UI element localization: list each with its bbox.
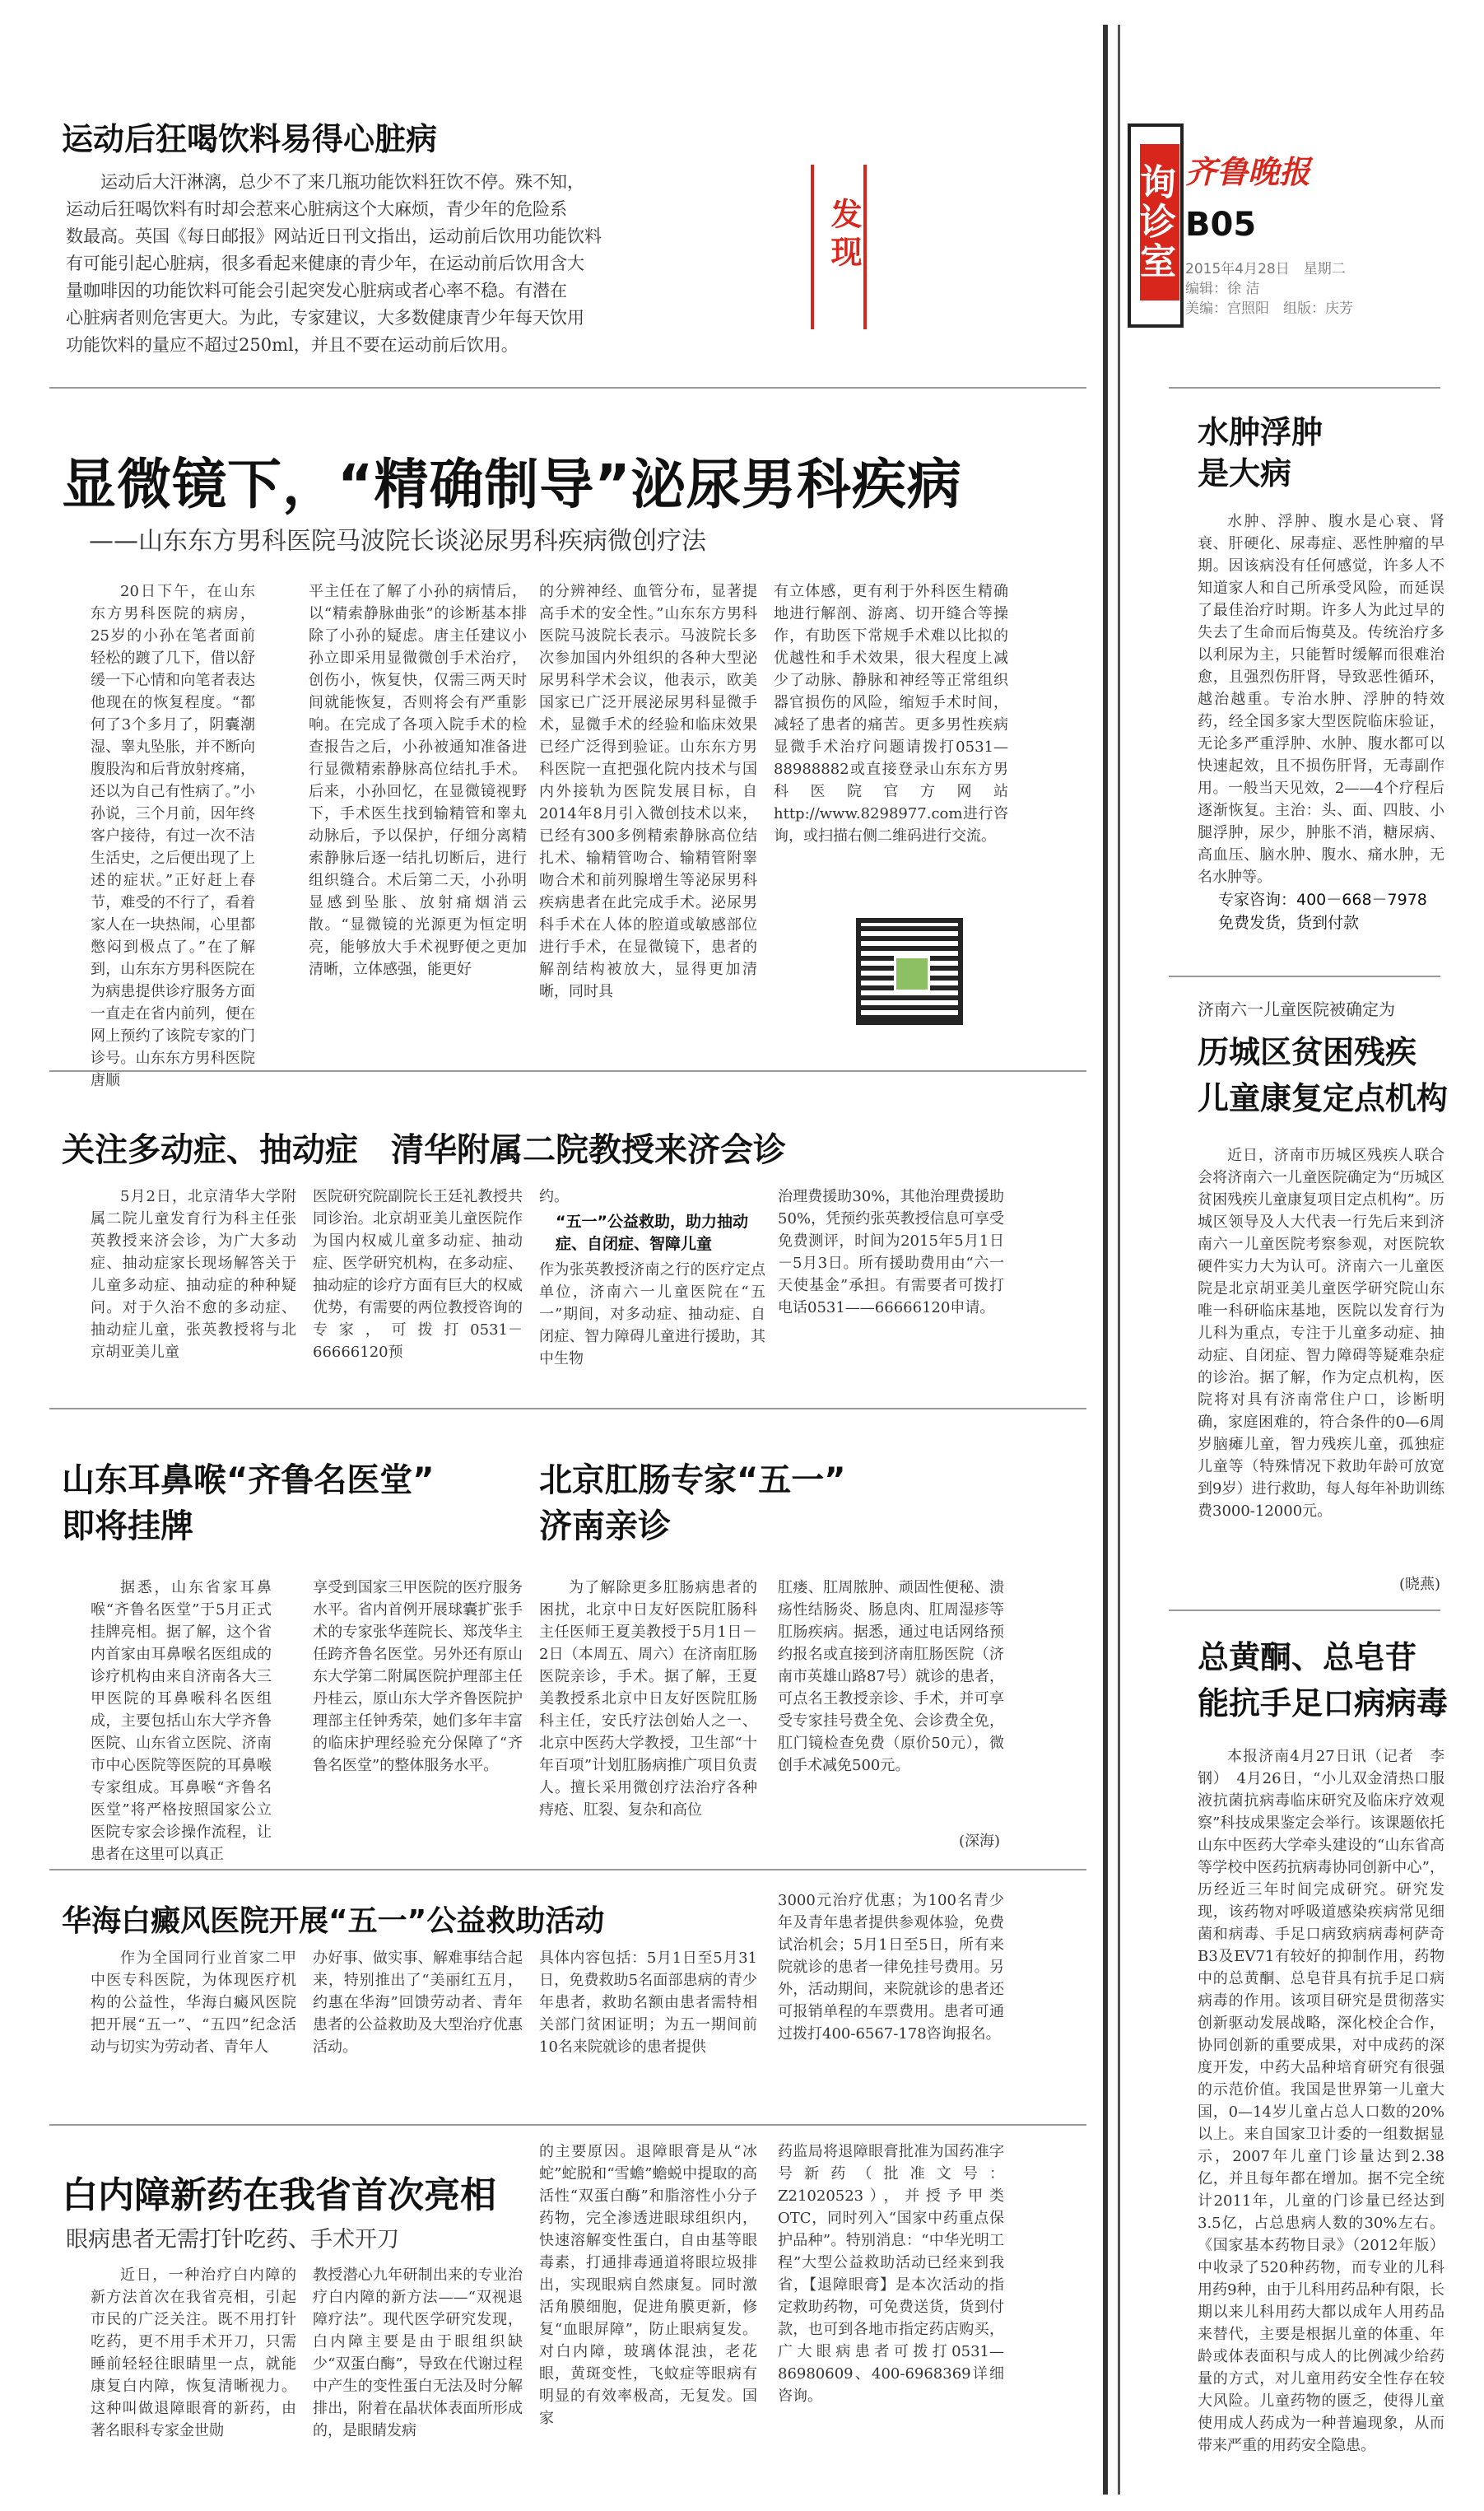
adhd-highlight: “五一”公益救助，助力抽动症、自闭症、智障儿童 bbox=[556, 1213, 748, 1253]
top-line: 量咖啡因的功能饮料可能会引起突发心脏病或者心率不稳。有潜在 bbox=[66, 281, 567, 300]
section-title: 询诊室 bbox=[1140, 144, 1179, 300]
cataract-headline: 白内障新药在我省首次亮相 bbox=[62, 2174, 496, 2216]
main-col-2: 平主任在了解了小孙的病情后，以“精索静脉曲张”的诊断基本排除了小孙的疑虑。唐主任建议小孙立即采用显微微创手术治疗，创伤小，恢复快，仅需三两天时间就能恢复，否则将会有严重影响。在完成了各项入院手术的检查报告之后，小孙被通知准备进行显微精索静脉高位结扎手术。后来，小孙回忆，在显微镜视野下，手术医生找到输精管和睾丸动脉后，予以保护，仔细分离精索静脉后逐一结扎切断后，进行组织缝合。术后第二天，小孙明显感到坠胀、放射痛烟消云散。“显微镜的光源更为恒定明亮，能够放大手术视野便之更加清晰，立体感强，能更好 bbox=[309, 583, 527, 978]
main-col-4: 有立体感，更有利于外科医生精确地进行解剖、游离、切开缝合等操作，有助医下常规手术难以比拟的优越性和手术效果，很大程度上减少了动脉、静脉和神经等正常组织器官损伤的风险，缩短手术时间，减轻了患者的痛苦。更多男性疾病显微手术治疗问题请拨打0531—88988882或直接登录山东东方男科医院官方网站http://www.8298977.com进行咨询，或扫描右侧二维码进行交流。 bbox=[774, 583, 1008, 845]
cataract-subheadline: 眼病患者无需打针吃药、手术开刀 bbox=[66, 2227, 399, 2252]
rehab-body: 近日，济南市历城区残疾人联合会将济南六一儿童医院确定为“历城区贫困残疾儿童康复项目定点机构”。历城区领导及人大代表一行先后来到济南六一儿童医院考察参观，对医院软硬件实力大为认可。济南六一儿童医院是北京胡亚美儿童医学研究院山东唯一科研临床基地，医院以发育行为儿科为重点，专注于儿童多动症、抽动症、自闭症、智力障碍等疑难杂症的诊治。据了解，作为定点机构，医院将对具有济南常住户口，诊断明确，家庭困难的，符合条件的0—6周岁脑瘫儿童，智力残疾儿童，孤独症儿童等（特殊情况下救助年龄可放宽到9岁）进行救助，每人每年补助训练费3000-12000元。 bbox=[1198, 1147, 1444, 1520]
top-line: 运动后大汗淋漓，总少不了来几瓶功能饮料狂饮不停。殊不知， bbox=[100, 172, 584, 192]
adhd-col-1: 5月2日，北京清华大学附属二院儿童发育行为科主任张英教授来济会诊，为广大多动症、抽动症家长现场解答关于儿童多动症、抽动症的种种疑问。对于久治不愈的多动症、抽动症儿童，张英教授将与北京胡亚美儿童 bbox=[91, 1188, 296, 1361]
ent-col-2: 享受到国家三甲医院的医疗服务水平。省内首例开展球囊扩张手术的专家张华莲院长、郑茂华主任跨齐鲁名医堂。另外还有原山东大学第二附属医院护理部主任丹桂云，原山东大学齐鲁医院护理部主任钟秀荣，她们多年丰富的临床护理经验充分保障了“齐鲁名医堂”的整体服务水平。 bbox=[313, 1579, 523, 1774]
divider bbox=[1169, 387, 1440, 389]
anorectal-headline-line2: 济南亲诊 bbox=[539, 1507, 671, 1545]
design-credit: 美编：宫照阳 组版：庆芳 bbox=[1185, 300, 1353, 317]
divider bbox=[49, 1408, 1086, 1409]
adhd-col-3-body: 作为张英教授济南之行的医疗定点单位，济南六一儿童医院在“五一”期间，对多动症、抽动症、自闭症、智力障碍儿童进行援助，其中生物 bbox=[539, 1261, 765, 1367]
edema-headline-line1: 水肿浮肿 bbox=[1198, 414, 1324, 450]
adhd-col-4: 治理费援助30%，其他治理费援助50%，凭预约张英教授信息可享受免费测评，时间为2015年5月1日－5月3日。所有援助费用由“六一天使基金”承担。有需要者可拨打电话0531——66666120申请。 bbox=[778, 1188, 1004, 1316]
main-col-1: 20日下午，在山东东方男科医院的病房，25岁的小孙在笔者面前轻松的踱了几下，借以舒缓一下心情和向笔者表达他现在的恢复程度。“都何了3个多月了，阴囊潮湿、睾丸坠胀，并不断向腹股沟和后背放射疼痛，还以为自己有性病了。”小孙说，三个月前，因年终客户接待，有过一次不洁生活史，之后便出现了上述的症状。”正好赶上春节，难受的不行了，看着家人在一块热闹，心里都憋闷到极点了。”在了解到，山东东方男科医院在为病患提供诊疗服务方面一直走在省内前列，便在网上预约了该院专家的门诊号。山东东方男科医院唐顺 bbox=[91, 583, 255, 1089]
divider bbox=[49, 1070, 1086, 1072]
top-line: 数最高。英国《每日邮报》网站近日刊文指出，运动前后饮用功能饮料 bbox=[66, 226, 602, 246]
top-article-body bbox=[66, 169, 790, 359]
rehab-kicker: 济南六一儿童医院被确定为 bbox=[1198, 999, 1395, 1019]
edema-headline bbox=[1198, 412, 1323, 494]
adhd-col-2: 医院研究院副院长王廷礼教授共同诊治。北京胡亚美儿童医院作为国内权威儿童多动症、抽动症、医学研究机构，在多动症、抽动症的诊疗方面有巨大的权威优势，有需要的两位教授咨询的专家，可拨打0531－66666120预 bbox=[313, 1188, 523, 1361]
ent-col-1: 据悉，山东省家耳鼻喉“齐鲁名医堂”于5月正式挂牌亮相。据了解，这个省内首家由耳鼻喉名医组成的诊疗机构由来自济南各大三甲医院的耳鼻喉科名医组成，主要包括山东大学齐鲁医院、山东省立医院、济南市中心医院等医院的耳鼻喉专家组成。耳鼻喉“齐鲁名医堂”将严格按照国家公立医院专家会诊操作流程，让患者在这里可以真正 bbox=[91, 1579, 272, 1863]
anorectal-col-1: 为了解除更多肛肠病患者的困扰，北京中日友好医院肛肠科主任医师王夏美教授于5月1日－2日（本周五、周六）在济南肛肠医院亲诊，手术。据了解，王夏美教授系北京中日友好医院肛肠科主任，安氏疗法创始人之一、北京中医药大学教授，卫生部“十年百项”计划肛肠病推广项目负责人。擅长采用微创疗法治疗各种痔疮、肛裂、复杂和高位 bbox=[539, 1579, 757, 1819]
flavonoid-headline-line1: 总黄酮、总皂苷 bbox=[1198, 1639, 1417, 1675]
qr-code[interactable] bbox=[856, 918, 963, 1025]
rehab-headline-line2: 儿童康复定点机构 bbox=[1198, 1080, 1449, 1116]
divider bbox=[49, 2124, 1086, 2126]
cataract-col-2: 教授潜心九年研制出来的专业治疗白内障的新方法——“双视退障疗法”。现代医学研究发现，白内障主要是由于眼组织缺少“双蛋白酶”，导致在代谢过程中产生的变性蛋白无法及时分解排出，附着在晶状体表面所形成的，是眼睛发病 bbox=[313, 2266, 523, 2439]
vitiligo-col-2: 办好事、做实事、解难事结合起来，特别推出了“美丽红五月，约惠在华海”回馈劳动者、青年患者的公益救助及大型治疗优惠活动。 bbox=[313, 1950, 523, 2056]
adhd-headline: 关注多动症、抽动症 清华附属二院教授来济会诊 bbox=[62, 1131, 786, 1169]
rehab-headline-line1: 历城区贫困残疾 bbox=[1198, 1034, 1417, 1070]
ent-headline-line1: 山东耳鼻喉“齐鲁名医堂” bbox=[62, 1461, 435, 1499]
decorative-fret-strip bbox=[1103, 25, 1128, 2495]
anorectal-headline bbox=[539, 1457, 846, 1549]
vitiligo-headline: 华海白癜风医院开展“五一”公益救助活动 bbox=[62, 1904, 605, 1938]
cataract-col-3: 的主要原因。退障眼膏是从“冰蛇”蛇脱和“雪蟾”蟾蜕中提取的高活性“双蛋白酶”和脂溶性小分子药物，完全渗透进眼球组织内，快速溶解变性蛋白，自由基等眼毒素，打通排毒通道将眼垃圾排出，实现眼病自然康复。同时激活角膜细胞，促进角膜更新，修复“血眼屏障”，防止眼病复发。对白内障，玻璃体混浊，老花眼，黄斑变性，飞蚊症等眼病有明显的有效率极高，无复发。国家 bbox=[539, 2143, 757, 2427]
divider bbox=[49, 387, 1086, 389]
flavonoid-headline-line2: 能抗手足口病病毒 bbox=[1198, 1685, 1449, 1721]
vitiligo-col-4: 3000元治疗优惠；为100名青少年及青年患者提供参观体验，免费试治机会；5月1日至5日，所有来院就诊的患者一律免挂号费用。另外，活动期间，来院就诊的患者还可报销单程的车票费用。患者可通过拨打400-6567-178咨询报名。 bbox=[778, 1892, 1004, 2043]
adhd-col-3 bbox=[539, 1186, 765, 1383]
top-line: 功能饮料的量应不超过250ml，并且不要在运动前后饮用。 bbox=[66, 335, 519, 355]
rehab-byline: (晓燕) bbox=[1399, 1576, 1441, 1593]
adhd-col-3-intro: 约。 bbox=[539, 1188, 569, 1205]
divider bbox=[1169, 976, 1440, 977]
paper-logo: 齐鲁晚报 bbox=[1185, 153, 1311, 190]
anorectal-byline: (深海) bbox=[959, 1833, 1001, 1850]
anorectal-col-2: 肛瘘、肛周脓肿、顽固性便秘、溃疡性结肠炎、肠息肉、肛周湿疹等肛肠疾病。据悉，通过电话网络预约报名或直接到济南肛肠医院（济南市英雄山路87号）就诊的患者，可点名王教授亲诊、手术，并可享受专家挂号费全免、会诊费全免，肛门镜检查免费（原价50元），微创手术减免500元。 bbox=[778, 1579, 1004, 1774]
issue-date: 2015年4月28日 星期二 bbox=[1185, 261, 1346, 277]
ent-headline-line2: 即将挂牌 bbox=[62, 1507, 193, 1545]
top-line: 有可能引起心脏病，很多看起来健康的青少年，在运动前后饮用含大 bbox=[66, 254, 584, 273]
edema-delivery: 免费发货，货到付款 bbox=[1218, 914, 1360, 932]
top-article-headline: 运动后狂喝饮料易得心脏病 bbox=[62, 121, 438, 157]
editor-credit: 编辑：徐 洁 bbox=[1185, 281, 1260, 297]
edema-hotline[interactable]: 专家咨询：400－668－7978 bbox=[1218, 891, 1427, 909]
top-line: 心脏病者则危害更大。为此，专家建议，大多数健康青少年每天饮用 bbox=[66, 308, 584, 328]
anorectal-headline-line1: 北京肛肠专家“五一” bbox=[539, 1461, 846, 1499]
divider bbox=[49, 1869, 1086, 1870]
main-col-3: 的分辨神经、血管分布，显著提高手术的安全性。”山东东方男科医院马波院长表示。马波院长多次参加国内外组织的各种大型泌尿男科学术会议，他表示，欧美国家已广泛开展泌尿男科显微手术，显微手术的经验和临床效果已经广泛得到验证。山东东方男科医院一直把强化院内技术与国内外接轨为医院发展目标，自2014年8月引入微创技术以来，已经有300多例精索静脉高位结扎术、输精管吻合、输精管附睾吻合术和前列腺增生等泌尿男科疾病患者在此完成手术。泌尿男科手术在人体的腔道或敏感部位进行手术，在显微镜下，患者的解剖结构被放大，显得更加清晰，同时具 bbox=[539, 583, 757, 1000]
main-headline: 显微镜下，“精确制导”泌尿男科疾病 bbox=[62, 453, 962, 516]
divider bbox=[1169, 1610, 1440, 1611]
discovery-badge: 发现 bbox=[826, 198, 862, 273]
edema-headline-line2: 是大病 bbox=[1198, 455, 1292, 491]
vitiligo-col-1: 作为全国同行业首家二甲中医专科医院，为体现医疗机构的公益性，华海白癜风医院把开展“五一”、“五四”纪念活动与切实为劳动者、青年人 bbox=[91, 1950, 296, 2056]
edema-body: 水肿、浮肿、腹水是心衰、肾衰、肝硬化、尿毒症、恶性肿瘤的早期。因该病没有任何感觉，许多人不知道家人和自己所承受风险，而延误了最佳治疗时期。许多人为此过早的失去了生命而后悔莫及。传统治疗多以利尿为主，只能暂时缓解而很难治愈，且强烈伤肝肾，导致恶性循环，越治越重。专治水肿、浮肿的特效药，经全国多家大型医院临床验证，无论多严重浮肿、水肿、腹水都可以快速起效，且不损伤肝肾，无毒副作用。一般当天见效，2——4个疗程后逐渐恢复。主治：头、面、四肢、小腿浮肿，尿少，肿胀不消，糖尿病、高血压、脑水肿、腹水、痛水肿，无名水肿等。 bbox=[1198, 513, 1444, 886]
cataract-col-1: 近日，一种治疗白内障的新方法首次在我省亮相，引起市民的广泛关注。既不用打针吃药，更不用手术开刀，只需睡前轻轻往眼睛里一点，就能康复白内障，恢复清晰视力。这种叫做退障眼膏的新药，由著名眼科专家金世勋 bbox=[91, 2266, 296, 2439]
ent-headline bbox=[62, 1457, 435, 1549]
cataract-col-4: 药监局将退障眼膏批准为国药准字号新药（批准文号：Z21020523），并授予甲类OTC，同时列入“国家中药重点保护品种”。特别消息：“中华光明工程”大型公益救助活动已经来到我省，【退障眼膏】是本次活动的指定救助药物，可免费送货，货到付款，也可到各地市指定药店购买，广大眼病患者可拨打0531—86980609、400-6968369详细咨询。 bbox=[778, 2143, 1004, 2405]
rehab-headline bbox=[1198, 1029, 1448, 1121]
vitiligo-col-3: 具体内容包括：5月1日至5月31日，免费救助5名面部患病的青少年患者，救助名额由患者需特相关部门贫困证明；为五一期间前10名来院就诊的患者提供 bbox=[539, 1950, 757, 2056]
page-code: B05 bbox=[1185, 206, 1257, 244]
main-subheadline: ——山东东方男科医院马波院长谈泌尿男科疾病微创疗法 bbox=[89, 527, 706, 556]
flavonoid-headline bbox=[1198, 1634, 1448, 1726]
top-line: 运动后狂喝饮料有时却会惹来心脏病这个大麻烦，青少年的危险系 bbox=[66, 199, 567, 219]
flavonoid-body: 本报济南4月27日讯（记者 李钢） 4月26日，“小儿双金清热口服液抗菌抗病毒临床研究及临床疗效观察”科技成果鉴定会举行。该课题依托山东中医药大学牵头建设的“山东省高等学校中医药抗病毒协同创新中心”，历经近三年时间完成研究。研究发现，该药物对呼吸道感染疾病常见细菌和病毒、手足口病致病病毒柯萨奇B3及EV71有较好的抑制作用，药物中的总黄酮、总皂苷具有抗手足口病病毒的作用。该项目研究是贯彻落实创新驱动发展战略，深化校企合作，协同创新的重要成果，对中成药的深度开发，中药大品种培育研究有很强的示范价值。我国是世界第一儿童大国，0—14岁儿童占总人口数的20%以上。来自国家卫计委的一组数据显示，2007年儿童门诊量达到2.38亿，并且每年都在增加。据不完全统计2011年，儿童的门诊量已经达到3.5亿，占总患病人数的30%左右。《国家基本药物目录》（2012年版）中收录了520种药物，而专业的儿科用药9种，由于儿科用药品种有限，长期以来儿科用药大都以成年人用药品来替代，主要是根据儿童的体重、年龄或体表面积与成人的比例减少给药量的方式，对儿童用药安全性存在较大风险。儿童药物的匮乏，使得儿童使用成人药成为一种普遍现象，从而带来严重的用药安全隐患。 bbox=[1198, 1748, 1444, 2454]
